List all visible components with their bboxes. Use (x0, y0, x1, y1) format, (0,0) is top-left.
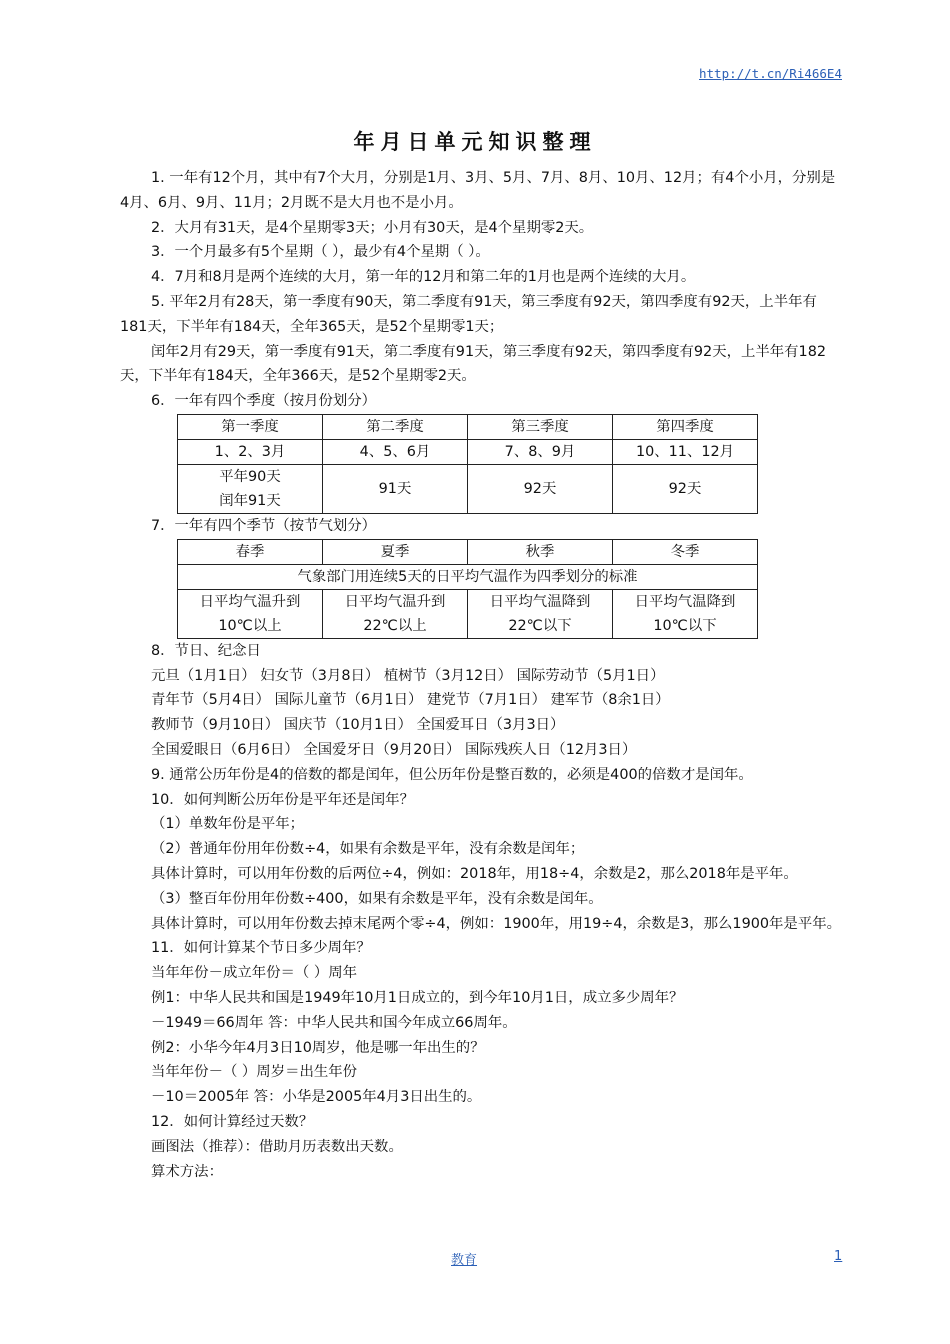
item-9: 9. 通常公历年份是4的倍数的都是闰年，但公历年份是整百数的，必须是400的倍数才是闰年。 (151, 766, 753, 783)
season-threshold: 10℃以下 (653, 617, 717, 634)
table-cell: 4、5、6月 (323, 439, 468, 464)
item-12: 12．如何计算经过天数？ (151, 1113, 314, 1130)
anniversary-formula: 当年年份－成立年份＝（ ）周年 (151, 965, 358, 982)
table-header-cell: 第三季度 (468, 414, 613, 439)
table-row (178, 564, 758, 589)
item-4: 4．7月和8月是两个连续的大月，第一年的12月和第二年的1月也是两个连续的大月。 (151, 269, 696, 286)
item-1: 1. 一年有12个月，其中有7个大月，分别是1月、3月、5月、7月、8月、10月、12月；有4个小月，分别是4月、6月、9月、11月；2月既不是大月也不是小月。 (120, 170, 836, 211)
table-header-cell: 第二季度 (323, 414, 468, 439)
season-condition: 日平均气温降到 (489, 593, 591, 610)
table-header-cell: 第四季度 (613, 414, 758, 439)
arithmetic-method: 算术方法： (151, 1163, 223, 1180)
item-10-century-example: 具体计算时，可以用年份数去掉末尾两个零÷4，例如：1900年，用19÷4，余数是3，那么1900年是平年。 (151, 915, 841, 932)
table-cell (613, 589, 758, 638)
table-cell (323, 589, 468, 638)
table-row (178, 589, 758, 638)
table-row (178, 539, 758, 564)
table-header-cell: 秋季 (468, 539, 613, 564)
season-threshold: 10℃以上 (218, 617, 282, 634)
table-header-cell: 夏季 (323, 539, 468, 564)
birth-year-formula: 当年年份－（ ）周岁＝出生年份 (151, 1064, 358, 1081)
example-2-answer: －10＝2005年 答：小华是2005年4月3日出生的。 (151, 1089, 482, 1106)
item-7: 7．一年有四个季节（按节气划分） (151, 517, 377, 534)
drawing-method: 画图法（推荐）：借助月历表数出天数。 (151, 1138, 403, 1155)
table-cell: 气象部门用连续5天的日平均气温作为四季划分的标准 (178, 564, 758, 589)
table-row (178, 414, 758, 439)
item-10-common: （2）普通年份用年份数÷4，如果有余数是平年，没有余数是闰年； (151, 841, 585, 858)
table-cell: 91天 (323, 464, 468, 513)
item-10: 10．如何判断公历年份是平年还是闰年？ (151, 791, 414, 808)
season-condition: 日平均气温降到 (634, 593, 736, 610)
table-cell (468, 589, 613, 638)
table-row (178, 439, 758, 464)
table-header-cell: 冬季 (613, 539, 758, 564)
table-cell: 1、2、3月 (178, 439, 323, 464)
seasons-table (177, 539, 758, 639)
item-8: 8．节日、纪念日 (151, 642, 261, 659)
table-cell: 92天 (613, 464, 758, 513)
table-header-cell: 第一季度 (178, 414, 323, 439)
item-6: 6．一年有四个季度（按月份划分） (151, 393, 377, 410)
item-10-century: （3）整百年份用年份数÷400，如果有余数是平年，没有余数是闰年。 (151, 890, 603, 907)
item-5-leap: 闰年2月有29天，第一季度有91天，第二季度有91天，第三季度有92天，第四季度有92天，上半年有182天，下半年有184天，全年366天，是52个星期零2天。 (120, 343, 827, 385)
season-threshold: 22℃以上 (363, 617, 427, 634)
item-10-odd: （1）单数年份是平年； (151, 816, 305, 833)
season-condition: 日平均气温升到 (344, 593, 446, 610)
holiday-line: 青年节（5月4日） 国际儿童节（6月1日） 建党节（7月1日） 建军节（8余1日） (151, 692, 670, 709)
q1-leap-days: 闰年91天 (219, 492, 281, 509)
holiday-line: 教师节（9月10日） 国庆节（10月1日） 全国爱耳日（3月3日） (151, 717, 565, 734)
item-5: 5. 平年2月有28天，第一季度有90天，第二季度有91天，第三季度有92天，第四季度有92天，上半年有181天，下半年有184天，全年365天，是52个星期零1天； (120, 293, 817, 335)
season-threshold: 22℃以下 (508, 617, 572, 634)
table-cell: 7、8、9月 (468, 439, 613, 464)
q1-common-days: 平年90天 (219, 468, 281, 485)
table-cell (178, 589, 323, 638)
page-number: 1 (834, 1249, 843, 1264)
item-10-common-example: 具体计算时，可以用年份数的后两位÷4，例如：2018年，用18÷4，余数是2，那么2018年是平年。 (151, 865, 798, 882)
footer-link[interactable]: 教育 (451, 1253, 478, 1268)
page-title: 年月日单元知识整理 (353, 129, 597, 154)
season-condition: 日平均气温升到 (199, 593, 301, 610)
item-2: 2．大月有31天，是4个星期零3天；小月有30天，是4个星期零2天。 (151, 219, 594, 236)
holiday-line: 元旦（1月1日） 妇女节（3月8日） 植树节（3月12日） 国际劳动节（5月1日） (151, 667, 665, 684)
table-header-cell: 春季 (178, 539, 323, 564)
table-cell: 92天 (468, 464, 613, 513)
holiday-line: 全国爱眼日（6月6日） 全国爱牙日（9月20日） 国际残疾人日（12月3日） (151, 741, 637, 758)
table-cell (178, 464, 323, 513)
table-cell: 10、11、12月 (613, 439, 758, 464)
example-2: 例2：小华今年4月3日10周岁，他是哪一年出生的？ (151, 1039, 485, 1056)
item-3: 3．一个月最多有5个星期（ ），最少有4个星期（ ）。 (151, 244, 490, 261)
example-1-answer: －1949＝66周年 答：中华人民共和国今年成立66周年。 (151, 1014, 517, 1031)
quarters-table (177, 414, 758, 514)
example-1: 例1：中华人民共和国是1949年10月1日成立的，到今年10月1日，成立多少周年？ (151, 989, 684, 1006)
item-11: 11．如何计算某个节日多少周年？ (151, 940, 371, 957)
table-row (178, 464, 758, 513)
header-url-link[interactable]: http://t.cn/Ri466E4 (699, 66, 842, 81)
document-body (120, 166, 842, 1184)
